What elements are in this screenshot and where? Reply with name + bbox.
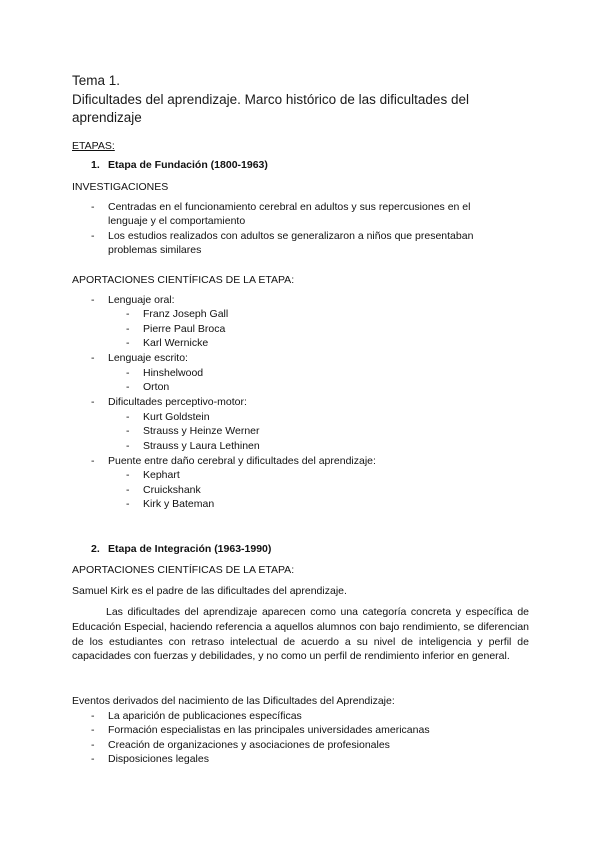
sub-bullet-dash: - bbox=[126, 381, 130, 393]
kirk-line: Samuel Kirk es el padre de las dificultades del aprendizaje. bbox=[72, 585, 347, 597]
sub-bullet-dash: - bbox=[126, 425, 130, 437]
sub-bullet-dash: - bbox=[126, 469, 130, 481]
title-line-3: aprendizaje bbox=[72, 110, 142, 125]
investigaciones-label: INVESTIGACIONES bbox=[72, 181, 169, 193]
aportacion-perceptivo-motor: Dificultades perceptivo-motor: bbox=[108, 396, 247, 408]
bullet-dash: - bbox=[91, 396, 95, 408]
section2-number: 2. bbox=[91, 543, 100, 555]
evento-item: La aparición de publicaciones específicas bbox=[108, 710, 302, 722]
sub-bullet-dash: - bbox=[126, 498, 130, 510]
list-item: Pierre Paul Broca bbox=[143, 323, 226, 335]
aportaciones-label-1: APORTACIONES CIENTÍFICAS DE LA ETAPA: bbox=[72, 274, 295, 286]
section2-heading: Etapa de Integración (1963-1990) bbox=[108, 543, 272, 555]
document-title bbox=[72, 72, 532, 128]
aportaciones-label-2: APORTACIONES CIENTÍFICAS DE LA ETAPA: bbox=[72, 564, 295, 576]
list-item: Cruickshank bbox=[143, 484, 201, 496]
aportacion-lenguaje-escrito: Lenguaje escrito: bbox=[108, 352, 188, 364]
sub-bullet-dash: - bbox=[126, 411, 130, 423]
bullet-dash: - bbox=[91, 352, 95, 364]
evento-item: Formación especialistas en las principales universidades americanas bbox=[108, 724, 430, 736]
sub-bullet-dash: - bbox=[126, 337, 130, 349]
section1-heading: Etapa de Fundación (1800-1963) bbox=[108, 159, 268, 171]
evento-item: Creación de organizaciones y asociaciones de profesionales bbox=[108, 739, 390, 751]
bullet-dash: - bbox=[91, 201, 95, 213]
eventos-label: Eventos derivados del nacimiento de las Dificultades del Aprendizaje: bbox=[72, 695, 395, 707]
bullet-dash: - bbox=[91, 710, 95, 722]
sub-bullet-dash: - bbox=[126, 367, 130, 379]
bullet-dash: - bbox=[91, 455, 95, 467]
title-line-1: Tema 1. bbox=[72, 73, 121, 88]
bullet-dash: - bbox=[91, 294, 95, 306]
list-item: Franz Joseph Gall bbox=[143, 308, 229, 320]
aportacion-puente: Puente entre daño cerebral y dificultades del aprendizaje: bbox=[108, 455, 376, 467]
list-item: Kephart bbox=[143, 469, 180, 481]
list-item: Kurt Goldstein bbox=[143, 411, 210, 423]
list-item: Karl Wernicke bbox=[143, 337, 209, 349]
evento-item: Disposiciones legales bbox=[108, 753, 209, 765]
bullet-dash: - bbox=[91, 739, 95, 751]
list-item: Strauss y Laura Lethinen bbox=[143, 440, 260, 452]
aportacion-lenguaje-oral: Lenguaje oral: bbox=[108, 294, 175, 306]
bullet-dash: - bbox=[91, 753, 95, 765]
list-item: Orton bbox=[143, 381, 170, 393]
etapas-label: ETAPAS: bbox=[72, 140, 115, 152]
bullet-dash: - bbox=[91, 724, 95, 736]
list-item: Kirk y Bateman bbox=[143, 498, 215, 510]
sub-bullet-dash: - bbox=[126, 440, 130, 452]
bullet-dash: - bbox=[91, 230, 95, 242]
investigacion-2-line2: problemas similares bbox=[108, 244, 202, 256]
section1-number: 1. bbox=[91, 159, 100, 171]
sub-bullet-dash: - bbox=[126, 323, 130, 335]
investigacion-1-line1: Centradas en el funcionamiento cerebral en adultos y sus repercusiones en el bbox=[108, 201, 471, 213]
sub-bullet-dash: - bbox=[126, 484, 130, 496]
investigacion-1-line2: lenguaje y el comportamiento bbox=[108, 215, 246, 227]
list-item: Hinshelwood bbox=[143, 367, 204, 379]
sub-bullet-dash: - bbox=[126, 308, 130, 320]
investigacion-2-line1: Los estudios realizados con adultos se generalizaron a niños que presentaban bbox=[108, 230, 474, 242]
list-item: Strauss y Heinze Werner bbox=[143, 425, 260, 437]
integration-paragraph: Las dificultades del aprendizaje aparecen como una categoría concreta y específica de Educación Especial, haciendo referencia a aquellos alumnos con bajo rendimiento, se diferencian de los estudiantes con retraso intelectual de acuerdo a su nivel de inteligencia y perfil de capacidades con fuerzas y debilidades, y no como un perfil de rendimiento inferior en general. bbox=[72, 606, 529, 663]
title-line-2: Dificultades del aprendizaje. Marco histórico de las dificultades del bbox=[72, 91, 469, 107]
